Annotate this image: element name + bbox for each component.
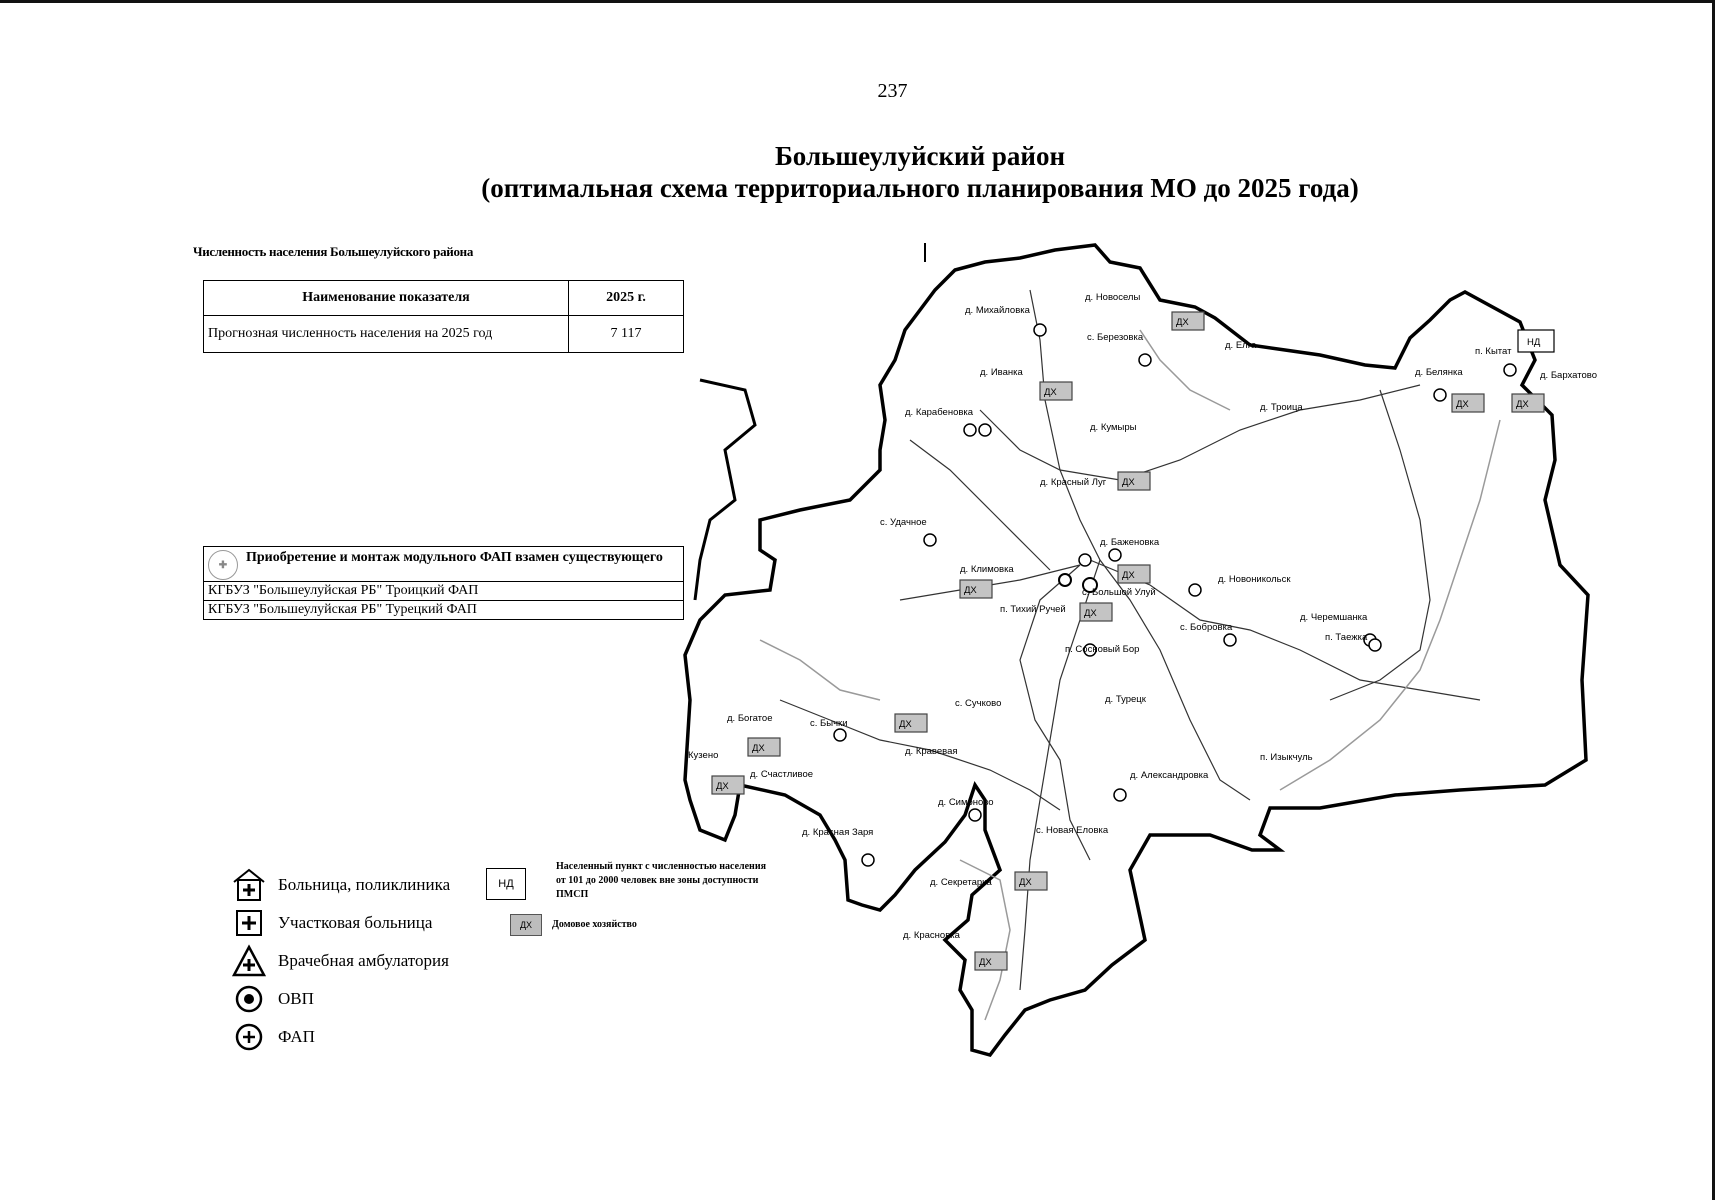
legend-item <box>232 982 314 1016</box>
fap-row-text: КГБУЗ "Большеулуйская РБ" Турецкий ФАП <box>204 601 684 620</box>
legend-item <box>232 906 432 940</box>
fap-marker <box>834 729 846 741</box>
settlement-label: Кузено <box>688 750 719 761</box>
household-boxes <box>712 312 1544 970</box>
settlement-label: с. Бобровка <box>1180 622 1233 633</box>
row-indicator: Прогнозная численность населения на 2025 год <box>204 316 569 353</box>
ambulatory-icon <box>232 944 266 978</box>
dx-label: ДХ <box>899 719 912 730</box>
header-year: 2025 г. <box>569 281 684 316</box>
fap-marker <box>1369 639 1381 651</box>
ovp-icon <box>232 982 266 1016</box>
dx-label: ДХ <box>1122 570 1135 581</box>
settlement-label: п. Сосновый Бор <box>1065 644 1140 655</box>
fap-marker <box>1109 549 1121 561</box>
fap-marker <box>1504 364 1516 376</box>
settlement-label: д. Новоселы <box>1085 292 1141 303</box>
fap-marker <box>979 424 991 436</box>
dx-label: ДХ <box>1456 399 1469 410</box>
fap-marker <box>1139 354 1151 366</box>
settlement-label: д. Баженовка <box>1100 537 1160 548</box>
settlement-label: с. Березовка <box>1087 332 1144 343</box>
fap-marker <box>1079 554 1091 566</box>
fap-marker <box>862 854 874 866</box>
population-caption: Численность населения Большеулуйского района <box>193 244 474 259</box>
legend-label: ФАП <box>278 1027 315 1046</box>
header-indicator: Наименование показателя <box>204 281 569 316</box>
map-title: Большеулуйский район <box>774 141 1066 171</box>
dx-label: ДХ <box>1122 477 1135 488</box>
fap-marker <box>1189 584 1201 596</box>
neighbor-boundary <box>695 380 755 600</box>
dx-label: ДХ <box>1176 317 1189 328</box>
settlement-label: с. Большой Улуй <box>1082 587 1156 598</box>
dx-label: ДХ <box>1516 399 1529 410</box>
legend-item <box>232 868 450 902</box>
legend-label: Больница, поликлиника <box>278 875 451 894</box>
legend-item <box>232 944 449 978</box>
settlement-label: д. Новоникольск <box>1218 574 1291 585</box>
settlement-label: п. Изыкчуль <box>1260 752 1313 763</box>
settlement-label: д. Михайловка <box>965 305 1030 316</box>
fap-row-text: КГБУЗ "Большеулуйская РБ" Троицкий ФАП <box>204 582 684 601</box>
row-value: 7 117 <box>569 316 684 353</box>
dx-label: ДХ <box>1084 608 1097 619</box>
fap-marker <box>964 424 976 436</box>
river <box>760 640 880 700</box>
settlement-label: д. Карабеновка <box>905 407 974 418</box>
fap-marker <box>1434 389 1446 401</box>
settlement-markers <box>834 324 1516 866</box>
dx-label: ДХ <box>1019 877 1032 888</box>
fap-marker <box>1114 789 1126 801</box>
dx-label: ДХ <box>716 781 729 792</box>
fap-header-text: Приобретение и монтаж модульного ФАП взамен существующего <box>246 550 663 565</box>
dx-legend-text: Домовое хозяйство <box>552 919 637 930</box>
settlement-label: д. Богатое <box>727 713 773 724</box>
settlement-label: д. Кравевая <box>905 746 958 757</box>
river <box>1280 420 1500 790</box>
nd-label: НД <box>1527 337 1541 348</box>
settlement-label: д. Красная Заря <box>802 827 874 838</box>
settlement-label: д. Иванка <box>980 367 1023 378</box>
district-hospital-icon <box>232 906 266 940</box>
fap-marker <box>1034 324 1046 336</box>
settlement-label: д. Александровка <box>1130 770 1209 781</box>
settlement-label: с. Новая Еловка <box>1036 825 1109 836</box>
ovp-marker <box>1059 574 1071 586</box>
fap-icon <box>232 1020 266 1054</box>
fap-marker <box>1224 634 1236 646</box>
settlement-label: д. Турецк <box>1105 694 1146 705</box>
settlement-label: с. Сучково <box>955 698 1002 709</box>
dx-label: ДХ <box>752 743 765 754</box>
nd-legend-box: НД <box>486 868 526 900</box>
settlement-label: с. Удачное <box>880 517 927 528</box>
hospital-icon <box>232 868 266 902</box>
legend-label: Врачебная амбулатория <box>278 951 449 970</box>
settlement-label: д. Белянка <box>1415 367 1463 378</box>
settlement-label: д. Климовка <box>960 564 1014 575</box>
settlement-label: д. Красновка <box>903 930 960 941</box>
settlement-label: п. Таежка <box>1325 632 1368 643</box>
settlement-label: д. Красный Луг <box>1040 477 1107 488</box>
settlement-label: д. Черемшанка <box>1300 612 1368 623</box>
nd-legend-text: Населенный пункт с численностью населения от 101 до 2000 человек вне зоны доступности ПМСП <box>556 861 766 900</box>
dx-label: ДХ <box>964 585 977 596</box>
road <box>910 440 1050 570</box>
settlement-label: д. Елга <box>1225 340 1257 351</box>
settlement-label: д. Троица <box>1260 402 1303 413</box>
dx-label: ДХ <box>1044 387 1057 398</box>
settlement-label: д. Бархатово <box>1540 370 1597 381</box>
fap-marker <box>924 534 936 546</box>
settlement-label: п. Кытат <box>1475 346 1512 357</box>
settlement-label: д. Секретарка <box>930 877 992 888</box>
settlement-labels <box>688 292 1597 941</box>
rivers <box>760 330 1500 1020</box>
river <box>1140 330 1230 410</box>
modular-fap-icon: ✚ <box>208 550 238 580</box>
settlement-label: д. Кумыры <box>1090 422 1137 433</box>
settlement-label: д. Симоново <box>938 797 994 808</box>
settlement-label: с. Бычки <box>810 718 848 729</box>
page-number: 237 <box>877 80 908 102</box>
road <box>1330 390 1430 700</box>
map-subtitle: (оптимальная схема территориального планирования МО до 2025 года) <box>481 173 1359 203</box>
legend-item <box>232 1020 315 1054</box>
settlement-label: д. Счастливое <box>750 769 814 780</box>
legend-label: ОВП <box>278 989 314 1008</box>
dx-legend-box: ДХ <box>510 914 542 936</box>
dx-label: ДХ <box>979 957 992 968</box>
settlement-label: п. Тихий Ручей <box>1000 604 1066 615</box>
fap-marker <box>969 809 981 821</box>
legend-label: Участковая больница <box>278 913 433 932</box>
